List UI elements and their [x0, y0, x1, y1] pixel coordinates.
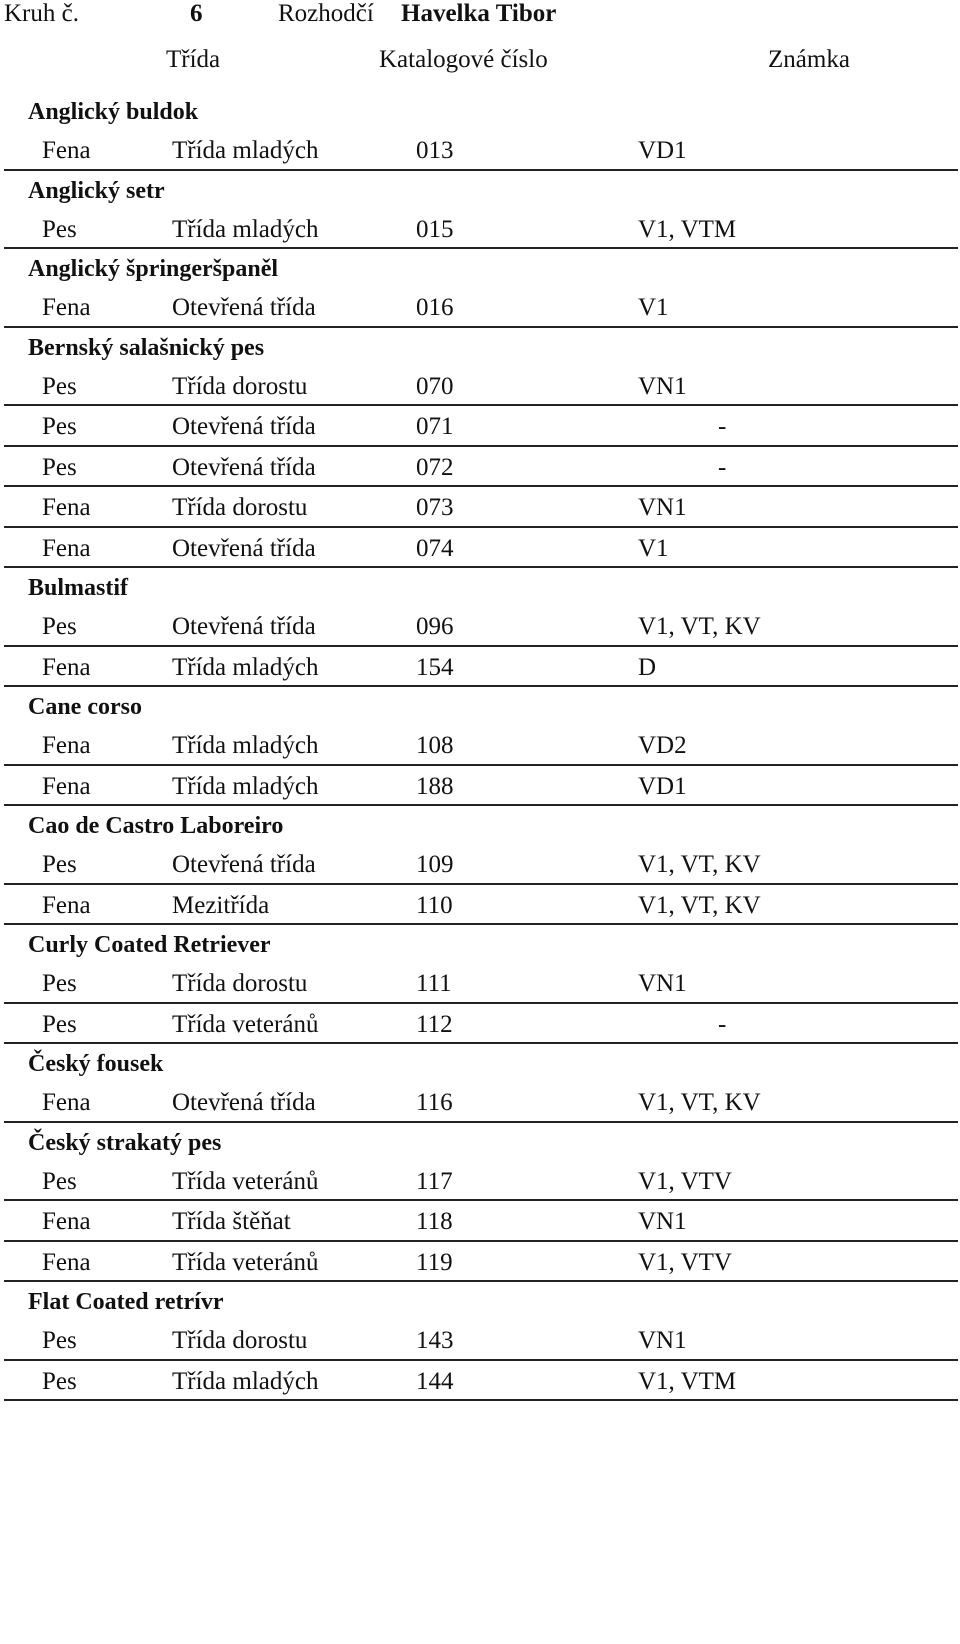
entry-sex: Fena — [42, 137, 91, 164]
entry-class: Mezitřída — [172, 891, 270, 919]
entry-catalog-number: 109 — [416, 851, 454, 878]
entry-sex: Fena — [42, 534, 91, 562]
entry-class: Třída mladých — [172, 1367, 319, 1395]
entry-row — [0, 1242, 960, 1283]
entry-catalog-number: 118 — [416, 1208, 453, 1235]
entry-catalog-number: 070 — [416, 372, 454, 400]
entry-catalog-number: 117 — [416, 1167, 453, 1195]
entry-row — [0, 1201, 960, 1242]
entry-row — [0, 447, 960, 488]
column-header-catalog: Katalogové číslo — [379, 46, 548, 73]
entry-catalog-number: 096 — [416, 613, 454, 640]
entry-catalog-number: 016 — [416, 294, 454, 321]
entry-catalog-number: 112 — [416, 1010, 453, 1038]
entry-sex: Pes — [42, 215, 77, 243]
breed-section — [0, 94, 960, 171]
entry-grade: V1, VTV — [638, 1248, 732, 1276]
entry-catalog-number: 073 — [416, 494, 454, 521]
entry-catalog-number: 119 — [416, 1248, 453, 1276]
entry-sex: Pes — [42, 970, 77, 997]
entry-class: Třída dorostu — [172, 970, 308, 997]
entry-row — [0, 130, 960, 171]
judge-name: Havelka Tibor — [401, 0, 557, 27]
entry-sex: Fena — [42, 891, 91, 919]
entry-sex: Fena — [42, 1208, 91, 1235]
entry-class: Otevřená třída — [172, 534, 316, 562]
breed-name: Bernský salašnický pes — [28, 334, 265, 361]
entry-grade: - — [718, 453, 727, 481]
entry-grade: VN1 — [638, 1208, 687, 1235]
entry-sex: Pes — [42, 372, 77, 400]
entry-grade: - — [718, 413, 727, 440]
entry-sex: Fena — [42, 772, 91, 800]
entry-grade: V1 — [638, 294, 669, 321]
entry-row — [0, 487, 960, 528]
entry-catalog-number: 143 — [416, 1327, 454, 1354]
entry-class: Třída dorostu — [172, 372, 308, 400]
breed-section — [0, 251, 960, 328]
breed-section — [0, 330, 960, 569]
entry-grade: V1, VT, KV — [638, 851, 761, 878]
entry-row — [0, 606, 960, 647]
entry-class: Třída veteránů — [172, 1010, 319, 1038]
entry-class: Třída mladých — [172, 215, 319, 243]
entry-catalog-number: 072 — [416, 453, 454, 481]
entry-row — [0, 406, 960, 447]
entry-row — [0, 366, 960, 407]
entry-sex: Pes — [42, 1327, 77, 1354]
entry-grade: VD1 — [638, 137, 687, 164]
entry-grade: V1, VT, KV — [638, 613, 761, 640]
breed-section — [0, 689, 960, 806]
entry-grade: VN1 — [638, 970, 687, 997]
entry-sex: Pes — [42, 1010, 77, 1038]
ring-number: 6 — [190, 0, 203, 27]
breed-section — [0, 1046, 960, 1123]
entry-catalog-number: 110 — [416, 891, 453, 919]
entry-row — [0, 647, 960, 688]
entry-class: Otevřená třída — [172, 1089, 316, 1116]
entry-class: Třída mladých — [172, 732, 319, 759]
entry-grade: V1 — [638, 534, 669, 562]
entry-grade: V1, VT, KV — [638, 891, 761, 919]
breed-name: Anglický setr — [28, 177, 165, 204]
entry-catalog-number: 071 — [416, 413, 454, 440]
column-header-class: Třída — [166, 46, 221, 73]
breed-section — [0, 927, 960, 1044]
breed-section — [0, 1125, 960, 1283]
entry-sex: Fena — [42, 494, 91, 521]
entry-row — [0, 844, 960, 885]
entry-sex: Fena — [42, 1248, 91, 1276]
entry-grade: V1, VTM — [638, 215, 737, 243]
entry-class: Třída mladých — [172, 653, 319, 681]
entry-row — [0, 1082, 960, 1123]
entry-class: Otevřená třída — [172, 413, 316, 440]
entry-catalog-number: 188 — [416, 772, 454, 800]
column-headers — [0, 45, 960, 75]
breed-name: Cao de Castro Laboreiro — [28, 813, 284, 839]
entry-grade: VN1 — [638, 1327, 687, 1354]
entry-row — [0, 963, 960, 1004]
entry-row — [0, 1004, 960, 1045]
entry-sex: Fena — [42, 294, 91, 321]
breed-name: Bulmastif — [28, 575, 129, 601]
entry-class: Otevřená třída — [172, 294, 316, 321]
entry-class: Třída mladých — [172, 137, 319, 164]
entry-sex: Pes — [42, 1167, 77, 1195]
entry-class: Třída dorostu — [172, 1327, 308, 1354]
entry-catalog-number: 108 — [416, 732, 454, 759]
ring-header — [0, 0, 960, 28]
entry-sex: Pes — [42, 453, 77, 481]
entry-class: Otevřená třída — [172, 453, 316, 481]
column-header-grade: Známka — [768, 46, 850, 73]
entry-sex: Pes — [42, 851, 77, 878]
entry-row — [0, 1320, 960, 1361]
entry-catalog-number: 013 — [416, 137, 454, 164]
entry-sex: Pes — [42, 413, 77, 440]
entry-sex: Fena — [42, 1089, 91, 1116]
entry-sex: Pes — [42, 1367, 77, 1395]
entry-grade: D — [638, 653, 657, 681]
breed-section — [0, 808, 960, 925]
entry-class: Otevřená třída — [172, 851, 316, 878]
breed-name: Flat Coated retrívr — [28, 1289, 224, 1315]
breed-name: Anglický špringeršpaněl — [28, 256, 279, 282]
entry-catalog-number: 015 — [416, 215, 454, 243]
entry-catalog-number: 111 — [416, 970, 452, 997]
entry-row — [0, 1361, 960, 1402]
entry-grade: VN1 — [638, 494, 687, 521]
results-list — [0, 92, 960, 1401]
entry-grade: VN1 — [638, 372, 687, 400]
entry-sex: Fena — [42, 653, 91, 681]
entry-row — [0, 725, 960, 766]
entry-class: Třída mladých — [172, 772, 319, 800]
entry-row — [0, 287, 960, 328]
entry-catalog-number: 144 — [416, 1367, 454, 1395]
judge-label: Rozhodčí — [278, 0, 374, 27]
entry-grade: VD2 — [638, 732, 687, 759]
entry-row — [0, 885, 960, 926]
breed-section — [0, 1284, 960, 1401]
breed-name: Curly Coated Retriever — [28, 932, 271, 958]
entry-row — [0, 1161, 960, 1202]
entry-class: Třída dorostu — [172, 494, 308, 521]
ring-label: Kruh č. — [4, 0, 79, 27]
entry-class: Třída veteránů — [172, 1167, 319, 1195]
entry-grade: - — [718, 1010, 727, 1038]
breed-section — [0, 173, 960, 250]
entry-row — [0, 209, 960, 250]
entry-row — [0, 766, 960, 807]
breed-section — [0, 570, 960, 687]
entry-class: Třída štěňat — [172, 1208, 291, 1235]
entry-grade: VD1 — [638, 772, 687, 800]
entry-row — [0, 528, 960, 569]
entry-catalog-number: 154 — [416, 653, 454, 681]
breed-name: Český strakatý pes — [28, 1129, 222, 1156]
entry-grade: V1, VTV — [638, 1167, 732, 1195]
entry-catalog-number: 116 — [416, 1089, 453, 1116]
breed-name: Cane corso — [28, 694, 142, 720]
entry-class: Otevřená třída — [172, 613, 316, 640]
breed-name: Český fousek — [28, 1051, 164, 1077]
entry-grade: V1, VTM — [638, 1367, 737, 1395]
entry-sex: Pes — [42, 613, 77, 640]
entry-catalog-number: 074 — [416, 534, 454, 562]
entry-class: Třída veteránů — [172, 1248, 319, 1276]
entry-grade: V1, VT, KV — [638, 1089, 761, 1116]
breed-name: Anglický buldok — [28, 99, 199, 125]
entry-sex: Fena — [42, 732, 91, 759]
